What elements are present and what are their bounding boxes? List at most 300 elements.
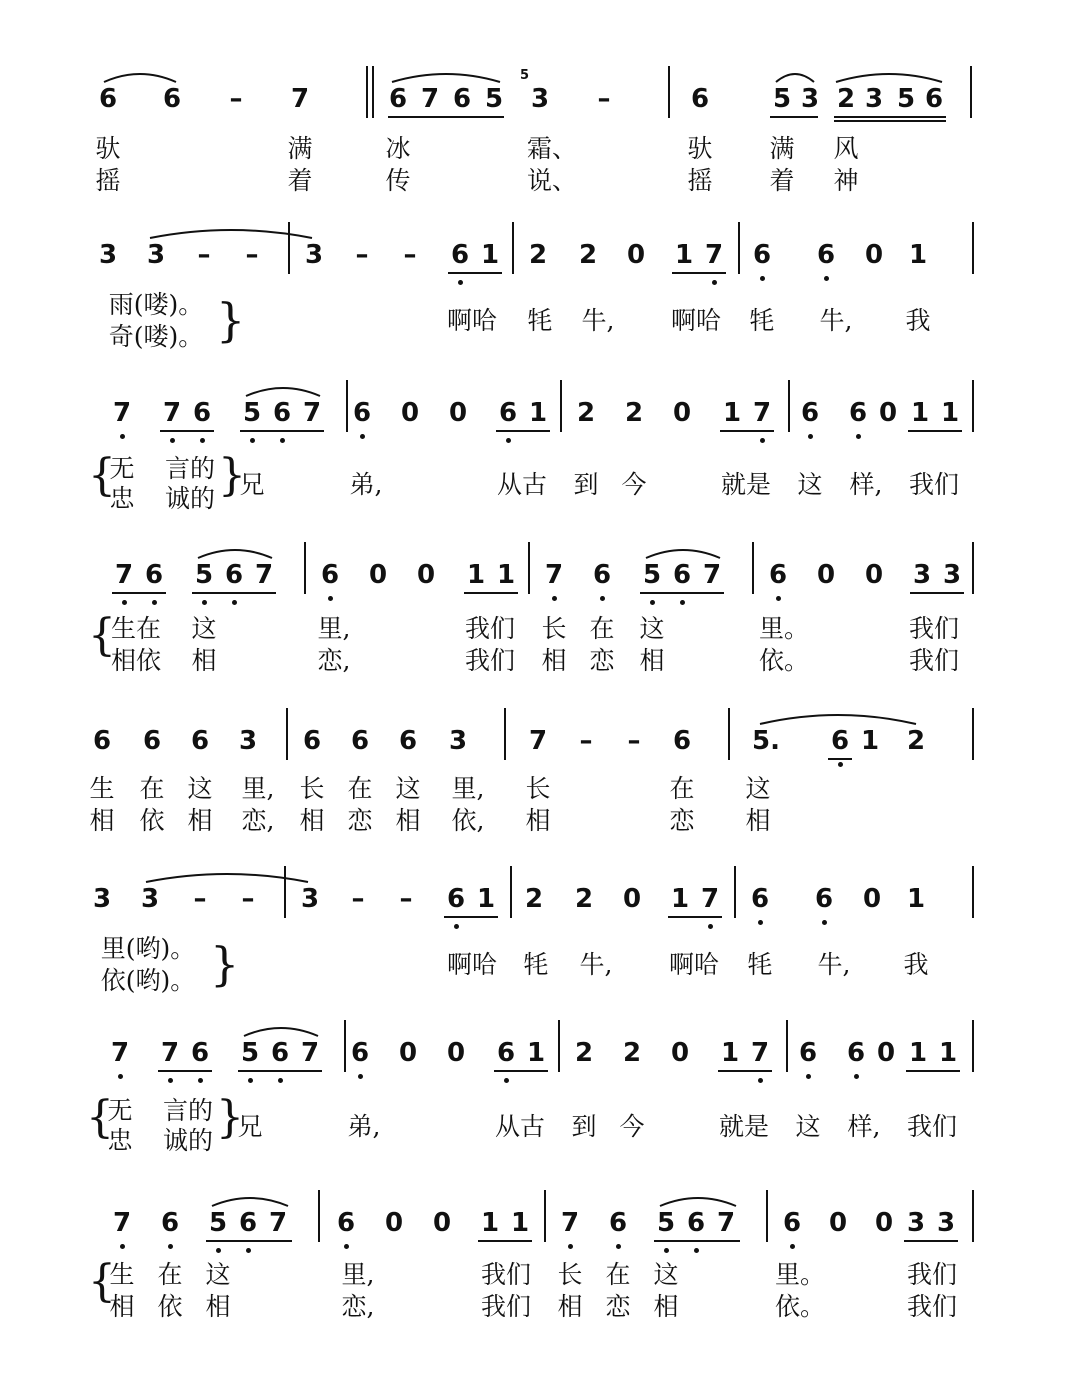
- lyric: 兄: [239, 470, 265, 499]
- note: 7: [528, 726, 548, 756]
- note-dash: –: [241, 884, 255, 914]
- beam: [834, 116, 946, 118]
- lyric: 奇(喽)。: [108, 322, 204, 351]
- beam: [448, 272, 502, 274]
- barline: [544, 1190, 546, 1242]
- note: 6: [672, 726, 692, 756]
- note: 3: [530, 84, 550, 114]
- note: 1: [938, 1038, 958, 1068]
- lyric: 恋: [589, 646, 615, 675]
- note: 2: [836, 84, 856, 114]
- beam: [494, 1070, 548, 1072]
- note: 0: [876, 1038, 896, 1068]
- note: 1: [480, 1208, 500, 1238]
- grace-note: 5: [520, 68, 530, 83]
- lyric: 诚的: [164, 484, 216, 513]
- octave-dot: [664, 1248, 669, 1253]
- lyric-row: [0, 134, 1080, 168]
- lyric-row: [0, 290, 1080, 335]
- octave-dot: [506, 438, 511, 443]
- note: 2: [906, 726, 926, 756]
- brace: {: [86, 1092, 114, 1143]
- octave-dot: [118, 1074, 123, 1079]
- lyric: 依,: [451, 806, 485, 835]
- note: 6: [162, 84, 182, 114]
- lyric: 恋,: [241, 806, 275, 835]
- score-system-2: [0, 218, 1080, 368]
- beam: [654, 1240, 740, 1242]
- lyric: 风: [833, 134, 859, 163]
- note: 5: [208, 1208, 228, 1238]
- lyric: 里,: [241, 774, 275, 803]
- note: 0: [622, 884, 642, 914]
- note: 6: [800, 398, 820, 428]
- lyric: 就是: [720, 470, 772, 499]
- barline: [972, 542, 974, 594]
- lyric: 在: [669, 774, 695, 803]
- lyric: 就是: [718, 1112, 770, 1141]
- barline: [972, 222, 974, 274]
- lyric: 长: [525, 774, 551, 803]
- slur: [656, 1190, 740, 1210]
- lyric: 今: [621, 470, 647, 499]
- note: 2: [624, 398, 644, 428]
- lyric: 相: [191, 646, 217, 675]
- note: 0: [878, 398, 898, 428]
- note: 1: [480, 240, 500, 270]
- note: 6: [446, 884, 466, 914]
- note: 1: [906, 884, 926, 914]
- note: 1: [510, 1208, 530, 1238]
- barline: [734, 866, 736, 918]
- beam: [238, 1070, 322, 1072]
- note-dash: –: [245, 240, 259, 270]
- octave-dot: [808, 434, 813, 439]
- octave-dot: [616, 1244, 621, 1249]
- note: 0: [816, 560, 836, 590]
- lyric: 相: [89, 806, 115, 835]
- lyric: 兄: [237, 1112, 263, 1141]
- octave-dot: [568, 1244, 573, 1249]
- lyric: 言的: [162, 1096, 214, 1125]
- note: 7: [560, 1208, 580, 1238]
- lyric: 里,: [341, 1260, 375, 1289]
- note: 5: [642, 560, 662, 590]
- note: 7: [704, 240, 724, 270]
- lyric: 相依: [110, 646, 162, 675]
- lyric: 依(哟)。: [100, 966, 196, 995]
- notation-row: [0, 538, 1080, 598]
- note: 3: [906, 1208, 926, 1238]
- score-system-4: [0, 538, 1080, 688]
- barline: [560, 380, 562, 432]
- note: 6: [846, 1038, 866, 1068]
- lyric-row: [0, 322, 1080, 356]
- note: 3: [864, 84, 884, 114]
- slur: [756, 706, 920, 728]
- note: 7: [114, 560, 134, 590]
- note: 6: [336, 1208, 356, 1238]
- note: 3: [140, 884, 160, 914]
- lyric: 在: [347, 774, 373, 803]
- lyric-row: [0, 614, 1080, 648]
- note: 3: [800, 84, 820, 114]
- note-dash: –: [399, 884, 413, 914]
- note: 6: [160, 1208, 180, 1238]
- brace: {: [88, 1256, 116, 1307]
- lyric: 相: [541, 646, 567, 675]
- note: 6: [848, 398, 868, 428]
- octave-dot: [758, 920, 763, 925]
- beam: [672, 272, 726, 274]
- octave-dot: [216, 1248, 221, 1253]
- note: 6: [270, 1038, 290, 1068]
- lyric: 恋,: [341, 1292, 375, 1321]
- slur: [142, 866, 312, 886]
- octave-dot: [360, 434, 365, 439]
- score-system-7: [0, 1016, 1080, 1166]
- lyric: 牦: [749, 306, 775, 335]
- octave-dot: [708, 924, 713, 929]
- lyric: 依: [157, 1292, 183, 1321]
- brace: {: [88, 450, 116, 501]
- barline: [972, 708, 974, 760]
- slur: [208, 1190, 292, 1210]
- note: 6: [782, 1208, 802, 1238]
- note-dash: –: [597, 84, 611, 114]
- note: 6: [144, 560, 164, 590]
- score-system-8: [0, 1186, 1080, 1336]
- note: 6: [190, 726, 210, 756]
- lyric: 这: [205, 1260, 231, 1289]
- lyric: 冰: [385, 134, 411, 163]
- note: 3: [92, 884, 112, 914]
- note: 6: [686, 1208, 706, 1238]
- lyric: 这: [745, 774, 771, 803]
- octave-dot: [120, 434, 125, 439]
- note: 6: [302, 726, 322, 756]
- note: 7: [162, 398, 182, 428]
- lyric: 驮: [95, 134, 121, 163]
- slur: [242, 380, 324, 400]
- lyric: 在: [589, 614, 615, 643]
- brace: {: [88, 610, 116, 661]
- note: 5: [240, 1038, 260, 1068]
- octave-dot: [760, 438, 765, 443]
- lyric: 从古: [496, 470, 548, 499]
- note-dash: –: [579, 726, 593, 756]
- note: 6: [816, 240, 836, 270]
- octave-dot: [806, 1074, 811, 1079]
- lyric-row: [0, 806, 1080, 840]
- note: 3: [942, 560, 962, 590]
- barline: [512, 222, 514, 274]
- lyric: 雨(喽)。: [108, 290, 204, 319]
- lyric: 长: [557, 1260, 583, 1289]
- note-dash: –: [351, 884, 365, 914]
- lyric: 这: [395, 774, 421, 803]
- note: 7: [302, 398, 322, 428]
- barline: [738, 222, 740, 274]
- lyric: 说、: [526, 166, 578, 195]
- barline: [372, 66, 374, 118]
- note: 6: [352, 398, 372, 428]
- beam: [834, 120, 946, 122]
- barline: [972, 866, 974, 918]
- note: 6: [814, 884, 834, 914]
- beam: [478, 1240, 532, 1242]
- note: 2: [576, 398, 596, 428]
- note: 7: [700, 884, 720, 914]
- lyric: 我们: [906, 1292, 958, 1321]
- brace: }: [216, 293, 246, 347]
- score-system-6: [0, 862, 1080, 1012]
- octave-dot: [600, 596, 605, 601]
- lyric: 依。: [758, 646, 810, 675]
- octave-dot: [694, 1248, 699, 1253]
- note: 6: [592, 560, 612, 590]
- note: 0: [862, 884, 882, 914]
- note: 6: [750, 884, 770, 914]
- lyric: 到: [573, 470, 599, 499]
- lyric: 无: [109, 454, 135, 483]
- lyric: 我: [905, 306, 931, 335]
- lyric: 牛,: [581, 306, 615, 335]
- lyric: 我们: [908, 646, 960, 675]
- octave-dot: [504, 1078, 509, 1083]
- beam: [240, 430, 324, 432]
- lyric: 依。: [774, 1292, 826, 1321]
- note: 1: [496, 560, 516, 590]
- lyric: 生: [89, 774, 115, 803]
- lyric-row: [0, 470, 1080, 504]
- beam: [160, 430, 214, 432]
- note: 1: [476, 884, 496, 914]
- octave-dot: [824, 276, 829, 281]
- lyric: 牛,: [817, 950, 851, 979]
- octave-dot: [202, 600, 207, 605]
- octave-dot: [760, 276, 765, 281]
- lyric: 里(哟)。: [100, 934, 196, 963]
- lyric: 相: [187, 806, 213, 835]
- note: 1: [860, 726, 880, 756]
- octave-dot: [758, 1078, 763, 1083]
- barline: [728, 708, 730, 760]
- lyric: 这: [795, 1112, 821, 1141]
- note: 6: [690, 84, 710, 114]
- note: 1: [908, 240, 928, 270]
- lyric: 着: [769, 166, 795, 195]
- note: 0: [432, 1208, 452, 1238]
- note: 6: [672, 560, 692, 590]
- barline: [286, 708, 288, 760]
- brace: }: [216, 1092, 244, 1143]
- lyric: 这: [191, 614, 217, 643]
- note: 2: [528, 240, 548, 270]
- note: 5: [194, 560, 214, 590]
- note: 7: [112, 398, 132, 428]
- beam: [112, 592, 166, 594]
- note: 6: [142, 726, 162, 756]
- slur: [772, 66, 818, 86]
- octave-dot: [198, 1078, 203, 1083]
- lyric-row: [0, 646, 1080, 680]
- beam: [158, 1070, 212, 1072]
- barline: [786, 1020, 788, 1072]
- note: 6: [350, 1038, 370, 1068]
- note: 1: [720, 1038, 740, 1068]
- slur: [194, 542, 276, 562]
- barline: [668, 66, 670, 118]
- notation-row: [0, 862, 1080, 922]
- slur: [388, 66, 504, 86]
- note: 7: [160, 1038, 180, 1068]
- note: 2: [574, 884, 594, 914]
- lyric: 我们: [480, 1292, 532, 1321]
- note: 7: [544, 560, 564, 590]
- lyric: 恋: [669, 806, 695, 835]
- note: 5: [896, 84, 916, 114]
- lyric: 里,: [317, 614, 351, 643]
- note: 0: [368, 560, 388, 590]
- lyric: 弟,: [349, 470, 383, 499]
- octave-dot: [854, 1074, 859, 1079]
- note: 6: [450, 240, 470, 270]
- barline: [788, 380, 790, 432]
- note: 6: [224, 560, 244, 590]
- lyric: 着: [287, 166, 313, 195]
- lyric: 在: [605, 1260, 631, 1289]
- note: 6: [98, 84, 118, 114]
- octave-dot: [454, 924, 459, 929]
- octave-dot: [200, 438, 205, 443]
- lyric: 恋: [605, 1292, 631, 1321]
- lyric: 在: [157, 1260, 183, 1289]
- note: 7: [268, 1208, 288, 1238]
- note-dash: –: [355, 240, 369, 270]
- lyric: 我们: [464, 646, 516, 675]
- note: 6: [238, 1208, 258, 1238]
- slur: [642, 542, 724, 562]
- note: 5: [484, 84, 504, 114]
- beam: [904, 1240, 958, 1242]
- note: 7: [112, 1208, 132, 1238]
- octave-dot: [458, 280, 463, 285]
- note: 0: [626, 240, 646, 270]
- note: 6: [92, 726, 112, 756]
- note: 7: [300, 1038, 320, 1068]
- lyric: 我们: [464, 614, 516, 643]
- octave-dot: [344, 1244, 349, 1249]
- note: 3: [238, 726, 258, 756]
- octave-dot: [328, 596, 333, 601]
- note: 6: [192, 398, 212, 428]
- octave-dot: [120, 1244, 125, 1249]
- note: 6: [452, 84, 472, 114]
- lyric: 牦: [523, 950, 549, 979]
- lyric: 我们: [908, 614, 960, 643]
- note: 7: [716, 1208, 736, 1238]
- lyric: 长: [299, 774, 325, 803]
- note: 0: [670, 1038, 690, 1068]
- beam: [388, 116, 504, 118]
- note: 6: [608, 1208, 628, 1238]
- note: 2: [578, 240, 598, 270]
- lyric: 到: [571, 1112, 597, 1141]
- lyric: 牦: [527, 306, 553, 335]
- notation-row: [0, 62, 1080, 122]
- lyric: 在: [139, 774, 165, 803]
- note: 3: [98, 240, 118, 270]
- lyric: 生: [109, 1260, 135, 1289]
- lyric: 啊哈: [668, 950, 720, 979]
- lyric: 啊哈: [446, 950, 498, 979]
- octave-dot: [838, 762, 843, 767]
- lyric: 这: [653, 1260, 679, 1289]
- lyric: 无: [107, 1096, 133, 1125]
- note: 0: [828, 1208, 848, 1238]
- note: 1: [910, 398, 930, 428]
- lyric: 摇: [95, 166, 121, 195]
- note: 3: [936, 1208, 956, 1238]
- beam: [464, 592, 518, 594]
- note: 3: [912, 560, 932, 590]
- note: 3: [146, 240, 166, 270]
- note: 6: [498, 398, 518, 428]
- octave-dot: [822, 920, 827, 925]
- octave-dot: [680, 600, 685, 605]
- note-dash: –: [197, 240, 211, 270]
- barline: [752, 542, 754, 594]
- lyric-row: [0, 966, 1080, 1000]
- note: 5: [242, 398, 262, 428]
- note: 1: [526, 1038, 546, 1068]
- octave-dot: [650, 600, 655, 605]
- lyric: 我们: [906, 1112, 958, 1141]
- note: 3: [304, 240, 324, 270]
- lyric-row: [0, 774, 1080, 808]
- beam: [668, 916, 722, 918]
- lyric-row: [0, 166, 1080, 200]
- octave-dot: [856, 434, 861, 439]
- note: 5: [656, 1208, 676, 1238]
- note: 0: [384, 1208, 404, 1238]
- note: 6: [830, 726, 850, 756]
- lyric: 相: [525, 806, 551, 835]
- beam: [496, 430, 550, 432]
- lyric: 我们: [908, 470, 960, 499]
- barline: [304, 542, 306, 594]
- note: 1: [722, 398, 742, 428]
- note: 1: [670, 884, 690, 914]
- lyric: 我们: [480, 1260, 532, 1289]
- note: 6: [398, 726, 418, 756]
- lyric: 这: [797, 470, 823, 499]
- note: 7: [702, 560, 722, 590]
- lyric: 啊哈: [670, 306, 722, 335]
- lyric: 相: [639, 646, 665, 675]
- octave-dot: [246, 1248, 251, 1253]
- lyric: 相: [109, 1292, 135, 1321]
- note: 6: [924, 84, 944, 114]
- note: 1: [674, 240, 694, 270]
- notation-row: [0, 376, 1080, 436]
- note: 7: [750, 1038, 770, 1068]
- notation-row: [0, 704, 1080, 764]
- note: 6: [350, 726, 370, 756]
- barline: [766, 1190, 768, 1242]
- note-dash: –: [193, 884, 207, 914]
